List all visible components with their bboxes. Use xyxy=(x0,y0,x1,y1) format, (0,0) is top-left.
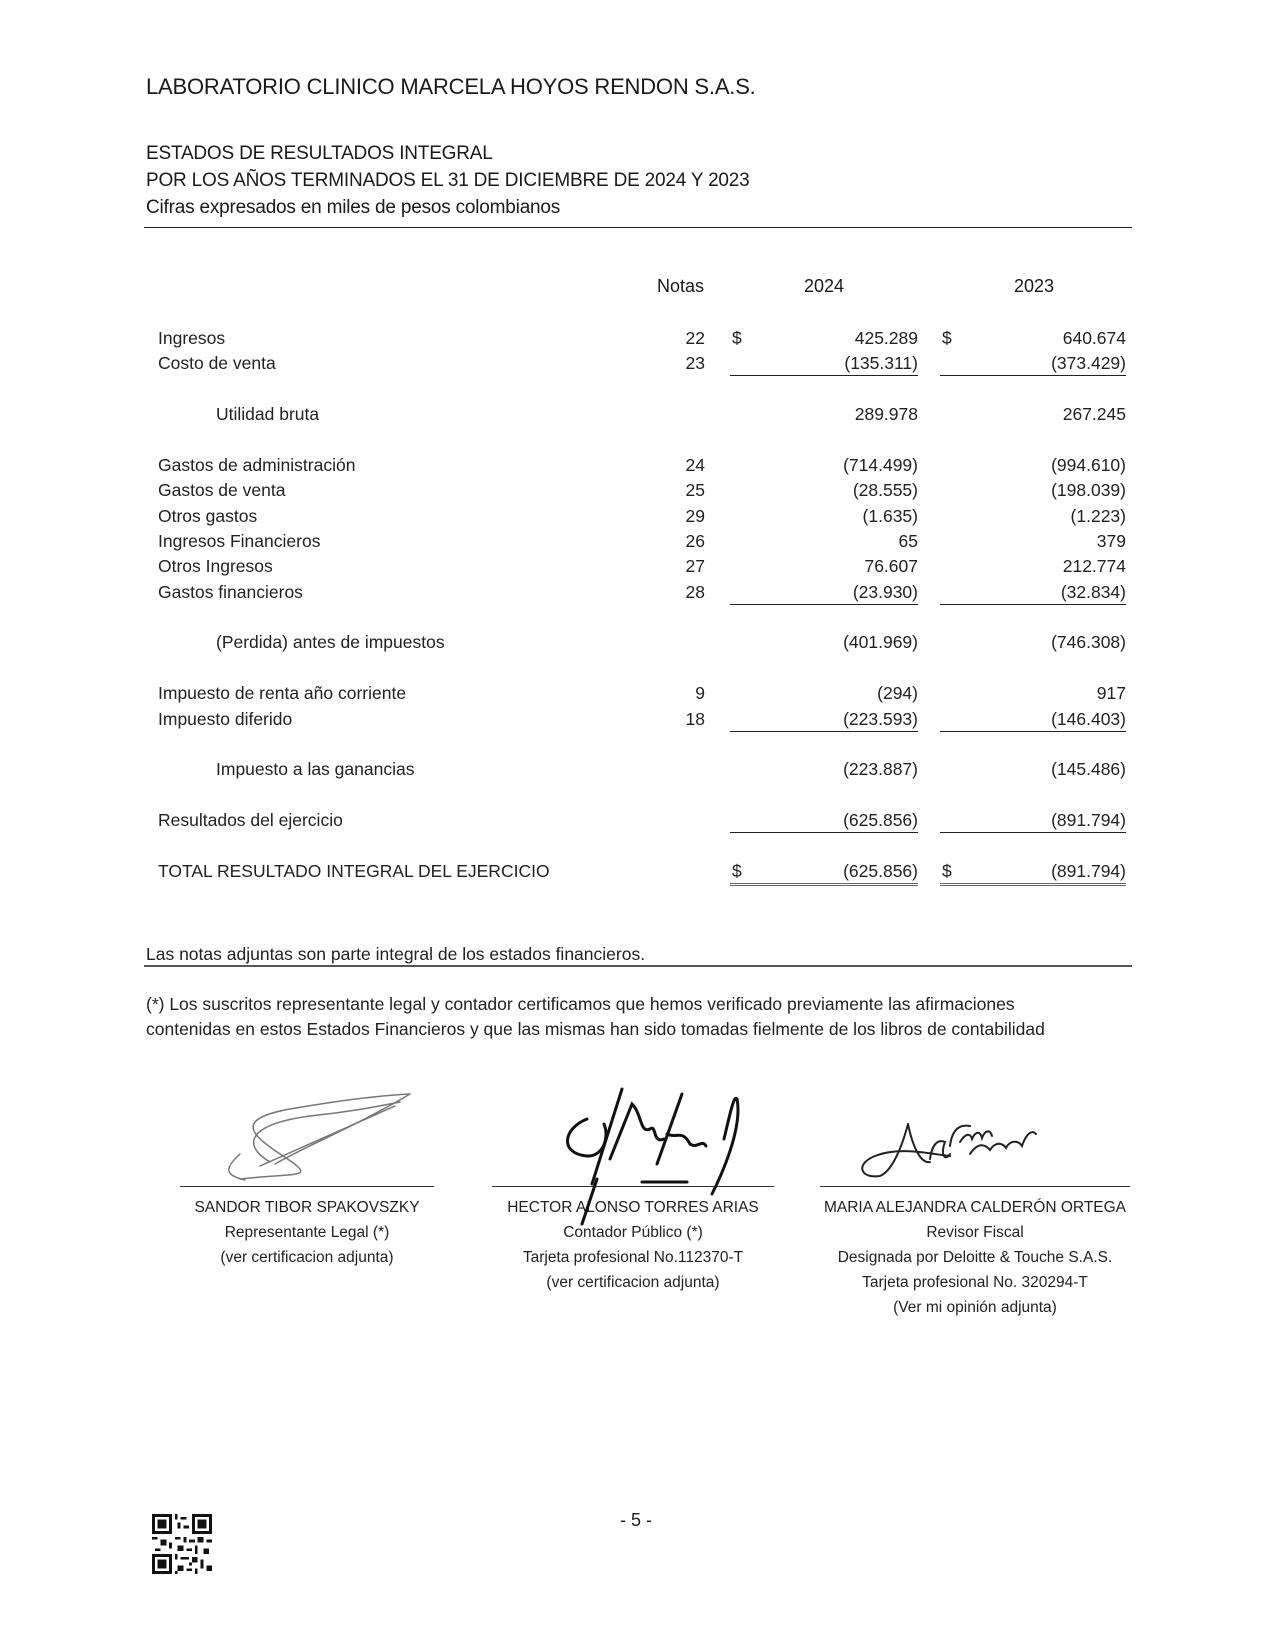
value-2023: $ 640.674 xyxy=(942,328,1126,348)
value-2024: 76.607 xyxy=(864,556,918,576)
value-2023: (198.039) xyxy=(1051,480,1126,500)
column-header-2024: 2024 xyxy=(804,276,845,296)
row-note: 29 xyxy=(685,506,705,526)
value-2023: 379 xyxy=(1096,531,1126,551)
signature-block-auditor xyxy=(820,1084,1130,1320)
signer-name: MARIA ALEJANDRA CALDERÓN ORTEGA xyxy=(823,1199,1127,1216)
value-2023: (32.834) xyxy=(940,582,1126,605)
row-label: Gastos de venta xyxy=(158,480,286,500)
signer-license: Tarjeta profesional No.112370-T xyxy=(522,1249,744,1266)
table-row xyxy=(0,455,1275,479)
signer-name: SANDOR TIBOR SPAKOVSZKY xyxy=(194,1199,420,1216)
value-2024: (625.856) xyxy=(730,810,918,833)
signer-role: Representante Legal (*) xyxy=(224,1224,390,1241)
handwritten-signature-icon xyxy=(492,1084,774,1214)
value-2023: (746.308) xyxy=(1051,632,1126,652)
row-label: TOTAL RESULTADO INTEGRAL DEL EJERCICIO xyxy=(158,861,550,881)
value-2024: (223.887) xyxy=(843,759,918,779)
value-2024: (294) xyxy=(877,683,918,703)
table-row-subtotal xyxy=(0,632,1275,656)
value-2024: (28.555) xyxy=(852,480,918,500)
units-note: Cifras expresados en miles de pesos colombianos xyxy=(146,197,561,218)
row-label: Otros Ingresos xyxy=(158,556,273,576)
row-label: Gastos de administración xyxy=(158,455,356,475)
signature-image xyxy=(820,1084,1130,1186)
row-note: 26 xyxy=(685,531,705,551)
table-row xyxy=(0,506,1275,530)
value-2024: (23.930) xyxy=(730,582,918,605)
value-2024: 65 xyxy=(898,531,918,551)
column-header-2023: 2023 xyxy=(1014,276,1055,296)
value-2023: (146.403) xyxy=(940,709,1126,732)
certification-text: (*) Los suscritos representante legal y contador certificamos que hemos verificado previamente las afirmaciones contenidas en estos Estados Financieros y que las mismas han sido tomadas fielmente de los libros de contabilidad xyxy=(146,994,1045,1039)
footer-rule xyxy=(144,965,1132,967)
signer-role: Revisor Fiscal xyxy=(926,1224,1024,1241)
row-note: 27 xyxy=(685,556,705,576)
currency-symbol: $ xyxy=(732,861,742,881)
table-row xyxy=(0,531,1275,555)
signer-detail: (ver certificacion adjunta) xyxy=(220,1249,394,1266)
value-2023: 212.774 xyxy=(1062,556,1126,576)
row-label: Resultados del ejercicio xyxy=(158,810,343,830)
row-note: 23 xyxy=(685,353,705,373)
value-2023: 267.245 xyxy=(1062,404,1126,424)
table-row-subtotal xyxy=(0,759,1275,783)
table-row-subtotal xyxy=(0,404,1275,428)
row-label: Costo de venta xyxy=(158,353,276,373)
row-label: Ingresos Financieros xyxy=(158,531,321,551)
company-name: LABORATORIO CLINICO MARCELA HOYOS RENDON S.A.S. xyxy=(146,74,756,99)
value-2023: $ (891.794) xyxy=(940,861,1126,886)
value-2023: (891.794) xyxy=(940,810,1126,833)
signer-role: Contador Público (*) xyxy=(563,1224,703,1241)
row-note: 24 xyxy=(685,455,705,475)
table-row xyxy=(0,328,1275,352)
value-2024: $ 425.289 xyxy=(732,328,918,348)
value-2023: (1.223) xyxy=(1070,506,1126,526)
value-2024: (223.593) xyxy=(730,709,918,732)
row-label: Impuesto a las ganancias xyxy=(216,759,415,779)
table-row xyxy=(0,582,1275,606)
value-2024: $ (625.856) xyxy=(730,861,918,886)
statement-period: POR LOS AÑOS TERMINADOS EL 31 DE DICIEMBRE DE 2024 Y 2023 xyxy=(146,170,750,191)
signature-image xyxy=(180,1084,434,1186)
table-row xyxy=(0,556,1275,580)
value-2023: (994.610) xyxy=(1051,455,1126,475)
header-rule xyxy=(144,227,1132,228)
row-label: Utilidad bruta xyxy=(216,404,320,424)
table-row xyxy=(0,709,1275,733)
handwritten-signature-icon xyxy=(820,1084,1130,1186)
signature-block-accountant xyxy=(492,1084,774,1295)
value-2024: (135.311) xyxy=(730,353,918,376)
signer-license: Tarjeta profesional No. 320294-T xyxy=(862,1274,1088,1291)
row-label: Impuesto de renta año corriente xyxy=(158,683,407,703)
table-row-total xyxy=(0,861,1275,885)
signature-block-legal-rep xyxy=(180,1084,434,1270)
row-note: 18 xyxy=(685,709,705,729)
value-2024: (714.499) xyxy=(843,455,918,475)
row-label: Impuesto diferido xyxy=(158,709,293,729)
value-2023: (145.486) xyxy=(1051,759,1126,779)
row-label: Otros gastos xyxy=(158,506,258,526)
statement-title: ESTADOS DE RESULTADOS INTEGRAL xyxy=(146,143,493,164)
signature-image xyxy=(492,1084,774,1186)
row-note: 25 xyxy=(685,480,705,500)
table-row xyxy=(0,480,1275,504)
table-row xyxy=(0,683,1275,707)
row-label: (Perdida) antes de impuestos xyxy=(216,632,445,652)
page-number: - 5 - xyxy=(620,1510,653,1530)
row-label: Gastos financieros xyxy=(158,582,303,602)
row-note: 28 xyxy=(685,582,705,602)
currency-symbol: $ xyxy=(942,328,952,348)
notes-statement: Las notas adjuntas son parte integral de los estados financieros. xyxy=(146,944,646,964)
handwritten-signature-icon xyxy=(180,1084,434,1186)
qr-code-icon xyxy=(152,1514,212,1574)
value-2024: (1.635) xyxy=(862,506,918,526)
value-2023: (373.429) xyxy=(940,353,1126,376)
value-2024: 289.978 xyxy=(854,404,918,424)
signer-name: HECTOR ALONSO TORRES ARIAS xyxy=(507,1199,759,1216)
table-row xyxy=(0,810,1275,834)
signer-detail: (Ver mi opinión adjunta) xyxy=(893,1299,1057,1316)
table-row xyxy=(0,353,1275,377)
currency-symbol: $ xyxy=(732,328,742,348)
signer-firm: Designada por Deloitte & Touche S.A.S. xyxy=(837,1249,1113,1266)
row-label: Ingresos xyxy=(158,328,226,348)
column-header-notes: Notas xyxy=(657,276,705,296)
currency-symbol: $ xyxy=(942,861,952,881)
row-note: 9 xyxy=(695,683,705,703)
signer-detail: (ver certificacion adjunta) xyxy=(546,1274,720,1291)
value-2023: 917 xyxy=(1096,683,1126,703)
value-2024: (401.969) xyxy=(843,632,918,652)
row-note: 22 xyxy=(685,328,705,348)
